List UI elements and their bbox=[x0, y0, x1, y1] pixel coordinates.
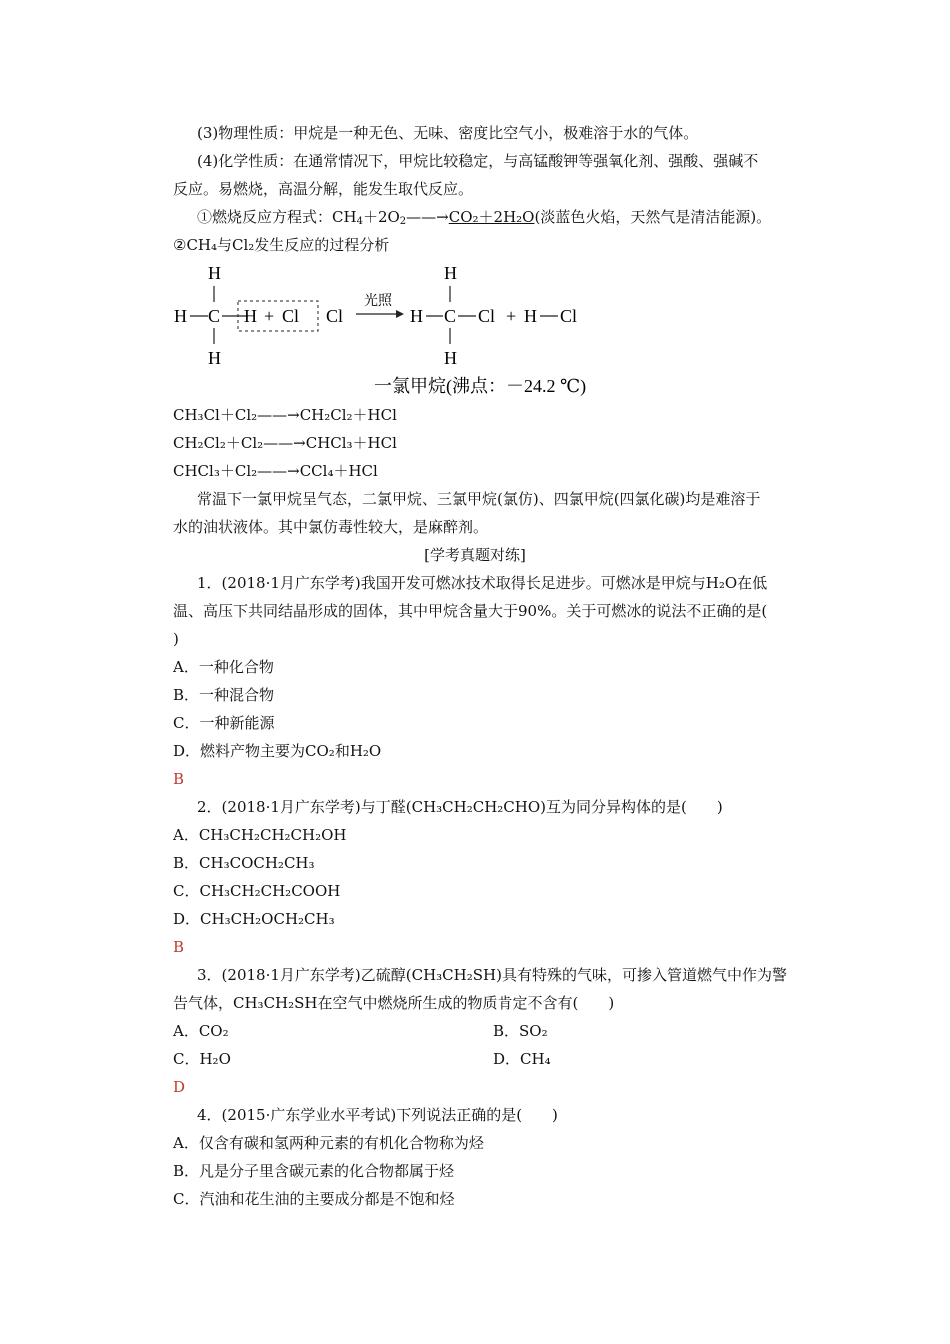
arrow-head bbox=[396, 310, 404, 318]
q1-line-1: 1．(2018·1月广东学考)我国开发可燃冰技术取得长足进步。可燃冰是甲烷与H₂O在低 bbox=[197, 574, 768, 592]
section-title: [学考真题对练] bbox=[424, 546, 526, 564]
plus-sign: + bbox=[264, 306, 275, 326]
chlorination-equation-2: CH₂Cl₂＋Cl₂——→CHCl₃＋HCl bbox=[173, 434, 397, 452]
q4-option-c: C．汽油和花生油的主要成分都是不饱和烃 bbox=[173, 1190, 455, 1208]
q1-answer: B bbox=[173, 770, 185, 788]
product-cl: Cl bbox=[478, 306, 496, 326]
q3-option-a: A．CO₂ bbox=[173, 1022, 229, 1040]
q2-option-b: B．CH₃COCH₂CH₃ bbox=[173, 854, 315, 872]
plus-sign-2: + bbox=[506, 306, 517, 326]
replaced-h: H bbox=[244, 306, 257, 326]
combustion-suffix: (淡蓝色火焰，天然气是清洁能源)。 bbox=[534, 208, 772, 226]
methane-h-left: H bbox=[174, 306, 187, 326]
chlorine-atom-2: Cl bbox=[326, 306, 344, 326]
q2-option-c: C．CH₃CH₂CH₂COOH bbox=[173, 882, 341, 900]
q4-option-b: B．凡是分子里含碳元素的化合物都属于烃 bbox=[173, 1162, 455, 1180]
state-line-1: 常温下一氯甲烷呈气态，二氯甲烷、三氯甲烷(氯仿)、四氯甲烷(四氯化碳)均是难溶于 bbox=[197, 490, 761, 508]
state-line-2: 水的油状液体。其中氯仿毒性较大，是麻醉剂。 bbox=[173, 518, 489, 536]
q1-option-b: B．一种混合物 bbox=[173, 686, 275, 704]
combustion-equation: ①燃烧反应方程式：$CH_4+2O_2——\to CO_2+2H_2O$(淡蓝色火焰，天然气是清洁能源)。 bbox=[197, 208, 772, 227]
q3-option-c: C．H₂O bbox=[173, 1050, 231, 1068]
q3-line-1: 3．(2018·1月广东学考)乙硫醇(CH₃CH₂SH)具有特殊的气味，可掺入管道燃气中作为警 bbox=[197, 966, 787, 984]
product-h-top: H bbox=[444, 263, 457, 283]
q2-line-1: 2．(2018·1月广东学考)与丁醛(CH₃CH₂CH₂CHO)互为同分异构体的是( ) bbox=[197, 798, 723, 816]
hcl-h: H bbox=[524, 306, 537, 326]
product-h-bottom: H bbox=[444, 348, 457, 368]
chemical-property-line-2: 反应。易燃烧，高温分解，能发生取代反应。 bbox=[173, 180, 474, 198]
combustion-arrow: ——→ bbox=[406, 208, 449, 226]
physical-property-line: (3)物理性质：甲烷是一种无色、无味、密度比空气小，极难溶于水的气体。 bbox=[197, 124, 699, 142]
q3-line-2: 告气体，CH₃CH₂SH在空气中燃烧所生成的物质肯定不含有( ) bbox=[173, 994, 615, 1012]
q1-option-a: A．一种化合物 bbox=[173, 658, 274, 676]
combustion-mid: ＋2O bbox=[362, 208, 400, 226]
combustion-products: CO₂＋2H₂O bbox=[448, 208, 535, 226]
chloromethane-caption: 一氯甲烷(沸点：－24.2 ℃) bbox=[374, 376, 587, 396]
q1-option-c: C．一种新能源 bbox=[173, 714, 275, 732]
chlorination-diagram bbox=[170, 258, 630, 408]
chemical-property-line-1: (4)化学性质：在通常情况下，甲烷比较稳定，与高锰酸钾等强氧化剂、强酸、强碱不 bbox=[197, 152, 759, 170]
q2-option-d: D．CH₃CH₂OCH₂CH₃ bbox=[173, 910, 335, 928]
q2-answer: B bbox=[173, 938, 185, 956]
q4-option-a: A．仅含有碳和氢两种元素的有机化合物称为烃 bbox=[173, 1134, 484, 1152]
q1-line-3: ) bbox=[173, 630, 179, 648]
q1-line-2: 温、高压下共同结晶形成的固体，其中甲烷含量大于90%。关于可燃冰的说法不正确的是( bbox=[173, 602, 768, 620]
light-condition: 光照 bbox=[364, 294, 392, 309]
chlorine-atom: Cl bbox=[282, 306, 300, 326]
q1-option-d: D．燃料产物主要为CO₂和H₂O bbox=[173, 742, 382, 760]
q3-option-d: D．CH₄ bbox=[493, 1050, 551, 1068]
q4-line-1: 4．(2015·广东学业水平考试)下列说法正确的是( ) bbox=[197, 1106, 558, 1124]
q3-answer: D bbox=[173, 1078, 186, 1096]
methane-h-top: H bbox=[208, 263, 221, 283]
hcl-cl: Cl bbox=[560, 306, 578, 326]
product-c: C bbox=[444, 306, 457, 326]
chlorination-equation-3: CHCl₃＋Cl₂——→CCl₄＋HCl bbox=[173, 462, 378, 480]
q3-option-b: B．SO₂ bbox=[493, 1022, 548, 1040]
methane-h-bottom: H bbox=[208, 348, 221, 368]
chlorination-equation-1: CH₃Cl＋Cl₂——→CH₂Cl₂＋HCl bbox=[173, 406, 397, 424]
combustion-prefix: ①燃烧反应方程式：CH bbox=[197, 208, 357, 226]
product-h-left: H bbox=[410, 306, 423, 326]
methane-c: C bbox=[208, 306, 221, 326]
q2-option-a: A．CH₃CH₂CH₂CH₂OH bbox=[173, 826, 347, 844]
chlorination-analysis-title: ②CH₄与Cl₂发生反应的过程分析 bbox=[173, 236, 390, 254]
